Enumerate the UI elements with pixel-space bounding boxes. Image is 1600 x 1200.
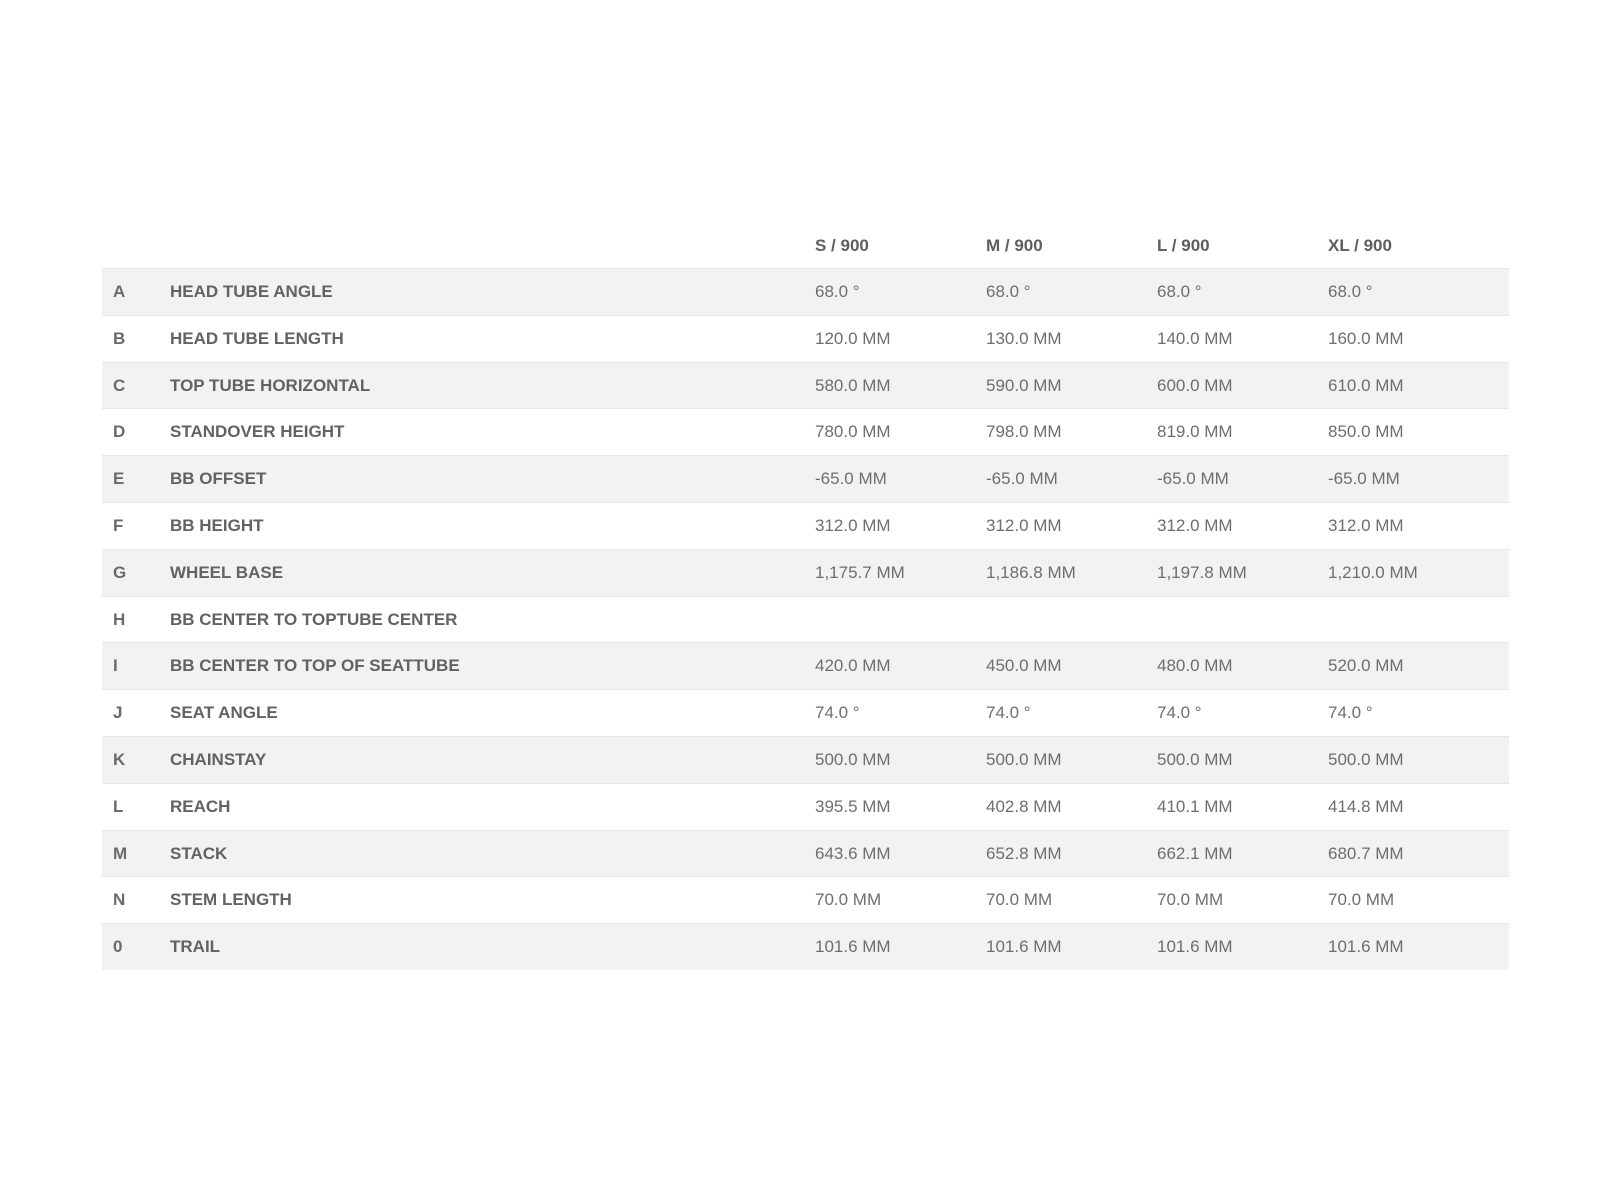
row-value: 70.0 MM xyxy=(986,890,1053,910)
table-row xyxy=(102,783,1509,830)
table-body xyxy=(102,268,1509,970)
table-row xyxy=(102,642,1509,689)
table-row xyxy=(102,455,1509,502)
column-header-m: M / 900 xyxy=(986,236,1043,255)
row-value: 450.0 MM xyxy=(986,656,1062,676)
row-letter: B xyxy=(113,328,126,348)
table-row xyxy=(102,408,1509,455)
row-value: 101.6 MM xyxy=(986,937,1062,957)
table-row xyxy=(102,315,1509,362)
row-label: HEAD TUBE ANGLE xyxy=(170,282,333,301)
table-row xyxy=(102,549,1509,596)
row-letter: I xyxy=(113,656,118,676)
row-label: STANDOVER HEIGHT xyxy=(170,422,345,442)
row-label: TOP TUBE HORIZONTAL xyxy=(170,375,371,395)
table-row xyxy=(102,876,1509,923)
row-value: 68.0 ° xyxy=(986,282,1031,301)
row-value: 1,197.8 MM xyxy=(1157,562,1247,582)
row-letter: E xyxy=(113,469,125,489)
column-header-l: L / 900 xyxy=(1157,236,1210,255)
row-label: STEM LENGTH xyxy=(170,890,292,910)
row-value: 312.0 MM xyxy=(815,515,891,535)
row-value: 643.6 MM xyxy=(815,843,891,863)
row-label: WHEEL BASE xyxy=(170,562,284,582)
row-letter: D xyxy=(113,422,126,442)
row-value: 70.0 MM xyxy=(1157,890,1224,910)
row-value: -65.0 MM xyxy=(1157,469,1229,489)
row-value: 662.1 MM xyxy=(1157,843,1233,863)
row-value: 101.6 MM xyxy=(815,937,891,957)
row-value: -65.0 MM xyxy=(1328,469,1400,489)
row-value: 1,210.0 MM xyxy=(1328,562,1418,582)
row-label: BB OFFSET xyxy=(170,469,267,489)
row-value: 414.8 MM xyxy=(1328,796,1404,816)
row-letter: J xyxy=(113,703,123,723)
row-value: 68.0 ° xyxy=(1157,282,1202,301)
row-value: 312.0 MM xyxy=(1157,515,1233,535)
row-value: 312.0 MM xyxy=(1328,515,1404,535)
table-row xyxy=(102,736,1509,783)
row-value: 70.0 MM xyxy=(1328,890,1395,910)
row-value: 312.0 MM xyxy=(986,515,1062,535)
row-value: 500.0 MM xyxy=(986,749,1062,769)
row-letter: 0 xyxy=(113,937,123,957)
row-value: 500.0 MM xyxy=(1328,749,1404,769)
row-value: 402.8 MM xyxy=(986,796,1062,816)
row-value: 780.0 MM xyxy=(815,422,891,442)
row-value: 500.0 MM xyxy=(1157,749,1233,769)
row-label: BB CENTER TO TOPTUBE CENTER xyxy=(170,609,458,629)
row-value: 680.7 MM xyxy=(1328,843,1404,863)
row-value: 68.0 ° xyxy=(815,282,860,301)
row-label: HEAD TUBE LENGTH xyxy=(170,328,344,348)
column-header-s: S / 900 xyxy=(815,236,869,255)
row-label: BB CENTER TO TOP OF SEATTUBE xyxy=(170,656,460,676)
row-value: 480.0 MM xyxy=(1157,656,1233,676)
column-header-xl: XL / 900 xyxy=(1328,236,1392,255)
row-value: 140.0 MM xyxy=(1157,328,1233,348)
row-value: 101.6 MM xyxy=(1157,937,1233,957)
row-letter: M xyxy=(113,843,128,863)
row-value: 580.0 MM xyxy=(815,375,891,395)
row-value: 520.0 MM xyxy=(1328,656,1404,676)
row-label: TRAIL xyxy=(170,937,221,957)
row-value: 652.8 MM xyxy=(986,843,1062,863)
row-value: 160.0 MM xyxy=(1328,328,1404,348)
row-letter: L xyxy=(113,796,124,816)
row-value: 68.0 ° xyxy=(1328,282,1373,301)
row-value: -65.0 MM xyxy=(986,469,1058,489)
row-value: 74.0 ° xyxy=(986,703,1031,723)
row-value: 600.0 MM xyxy=(1157,375,1233,395)
table-header xyxy=(102,221,1509,268)
row-value: 74.0 ° xyxy=(815,703,860,723)
row-letter: F xyxy=(113,515,124,535)
row-value: 120.0 MM xyxy=(815,328,891,348)
row-value: 819.0 MM xyxy=(1157,422,1233,442)
row-label: STACK xyxy=(170,843,228,863)
row-value: -65.0 MM xyxy=(815,469,887,489)
row-letter: N xyxy=(113,890,126,910)
table-row xyxy=(102,362,1509,409)
row-label: BB HEIGHT xyxy=(170,515,264,535)
table-row xyxy=(102,923,1509,970)
row-letter: H xyxy=(113,609,126,629)
row-value: 101.6 MM xyxy=(1328,937,1404,957)
table-row xyxy=(102,502,1509,549)
row-value: 590.0 MM xyxy=(986,375,1062,395)
row-label: SEAT ANGLE xyxy=(170,703,278,723)
row-letter: K xyxy=(113,749,126,769)
row-value: 395.5 MM xyxy=(815,796,891,816)
row-value: 850.0 MM xyxy=(1328,422,1404,442)
row-letter: C xyxy=(113,375,126,395)
table-row xyxy=(102,830,1509,877)
geometry-table xyxy=(102,221,1509,970)
row-letter: A xyxy=(113,282,126,301)
row-value: 420.0 MM xyxy=(815,656,891,676)
row-label: CHAINSTAY xyxy=(170,749,267,769)
table-row xyxy=(102,689,1509,736)
row-label: REACH xyxy=(170,796,231,816)
row-value: 500.0 MM xyxy=(815,749,891,769)
row-value: 74.0 ° xyxy=(1157,703,1202,723)
row-value: 70.0 MM xyxy=(815,890,882,910)
row-letter: G xyxy=(113,562,127,582)
row-value: 74.0 ° xyxy=(1328,703,1373,723)
row-value: 610.0 MM xyxy=(1328,375,1404,395)
row-value: 130.0 MM xyxy=(986,328,1062,348)
row-value: 1,186.8 MM xyxy=(986,562,1076,582)
row-value: 798.0 MM xyxy=(986,422,1062,442)
table-row xyxy=(102,268,1509,315)
table-row xyxy=(102,596,1509,643)
row-value: 410.1 MM xyxy=(1157,796,1233,816)
row-value: 1,175.7 MM xyxy=(815,562,905,582)
